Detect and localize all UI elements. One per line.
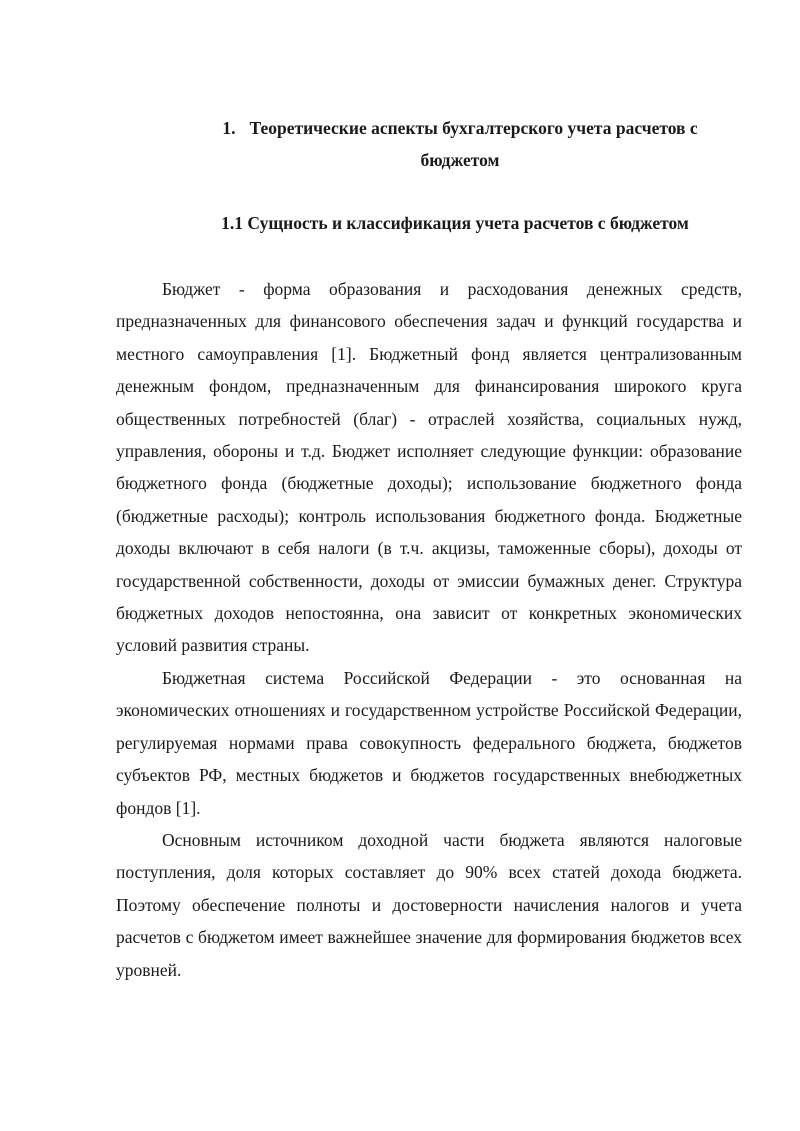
section-heading: 1.1 Сущность и классификация учета расчетов с бюджетом (221, 213, 689, 233)
body-text (116, 273, 742, 986)
chapter-heading (190, 112, 730, 176)
chapter-title: Теоретические аспекты бухгалтерского учета расчетов с бюджетом (249, 118, 698, 170)
paragraph: Основным источником доходной части бюджета являются налоговые поступления, доля которых составляет до 90% всех статей дохода бюджета. Поэтому обеспечение полноты и достоверности начисления налогов и учета расчетов с бюджетом имеет важнейшее значение для формирования бюджетов всех уровней. (116, 829, 742, 980)
paragraph: Бюджетная система Российской Федерации - это основанная на экономических отношениях и государственном устройстве Российской Федерации, регулируемая нормами права совокупность федерального бюджета, бюджетов субъектов РФ, местных бюджетов и бюджетов государственных внебюджетных фондов [1]. (116, 667, 742, 818)
paragraph: Бюджет - форма образования и расходования денежных средств, предназначенных для финансового обеспечения задач и функций государства и местного самоуправления [1]. Бюджетный фонд является централизованным денежным фондом, предназначенным для финансирования широкого круга общественных потребностей (благ) - отраслей хозяйства, социальных нужд, управления, обороны и т.д. Бюджет исполняет следующие функции: образование бюджетного фонда (бюджетные доходы); использование бюджетного фонда (бюджетные расходы); контроль использования бюджетного фонда. Бюджетные доходы включают в себя налоги (в т.ч. акцизы, таможенные сборы), доходы от государственной собственности, доходы от эмиссии бумажных денег. Структура бюджетных доходов непостоянна, она зависит от конкретных экономических условий развития страны. (116, 279, 742, 656)
chapter-number: 1. (222, 118, 236, 138)
